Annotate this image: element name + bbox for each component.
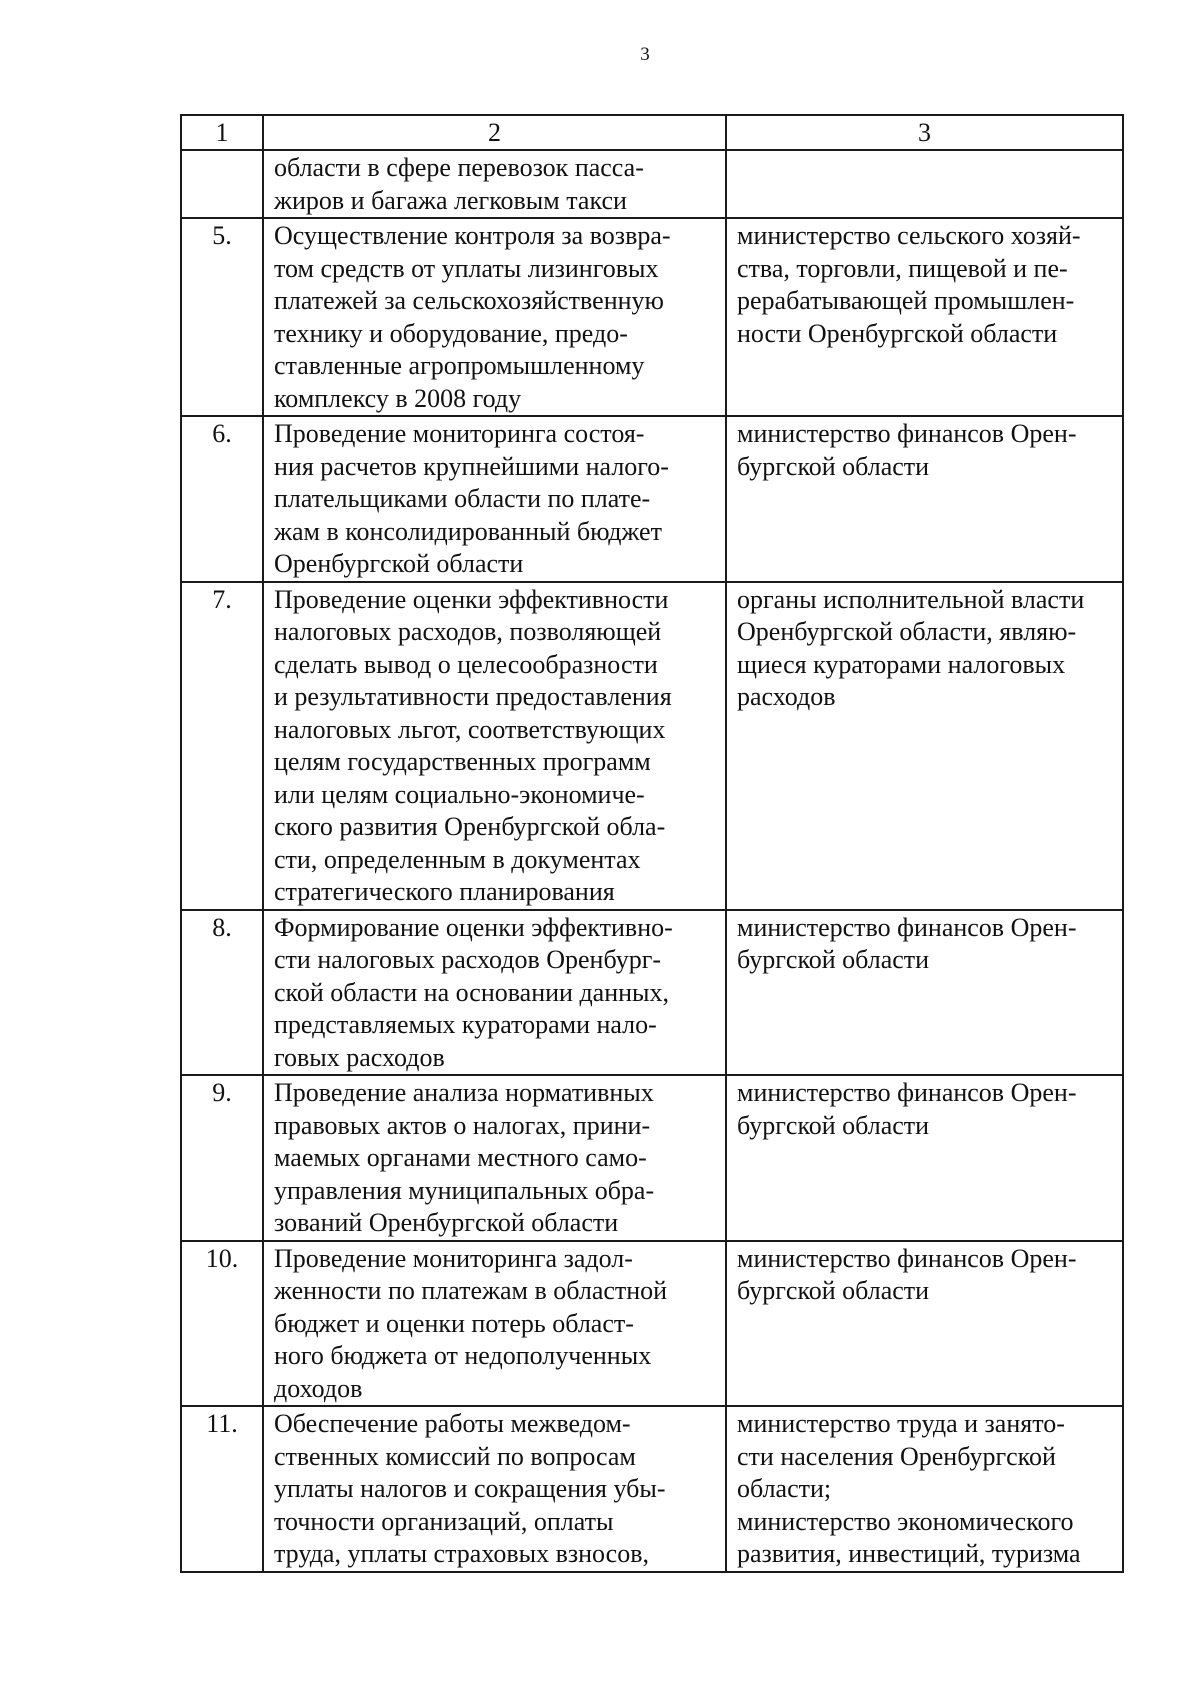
responsible-executor: министерство финансов Орен- бургской области xyxy=(726,1241,1123,1407)
measure-description: Проведение мониторинга задол- женности по платежам в областной бюджет и оценки потерь област- ного бюджета от недополученных доходов xyxy=(263,1241,726,1407)
row-number: 6. xyxy=(181,416,263,582)
responsible-executor: министерство финансов Орен- бургской области xyxy=(726,1075,1123,1241)
responsible-executor: органы исполнительной власти Оренбургской области, являю- щиеся кураторами налоговых расходов xyxy=(726,582,1123,910)
table-row xyxy=(181,1241,1123,1407)
row-number: 8. xyxy=(181,910,263,1076)
page-number: 3 xyxy=(640,44,650,65)
table-row xyxy=(181,416,1123,582)
row-number xyxy=(181,150,263,218)
table-row xyxy=(181,582,1123,910)
column-number-1: 1 xyxy=(181,115,263,150)
table-row xyxy=(181,218,1123,416)
table-header-row xyxy=(181,115,1123,150)
measure-description: Формирование оценки эффективно- сти налоговых расходов Оренбург- ской области на основании данных, представляемых кураторами нало- говых расходов xyxy=(263,910,726,1076)
measures-table xyxy=(180,114,1124,1573)
table-row xyxy=(181,910,1123,1076)
column-number-2: 2 xyxy=(263,115,726,150)
table-row xyxy=(181,1075,1123,1241)
responsible-executor: министерство финансов Орен- бургской области xyxy=(726,416,1123,582)
measure-description: Обеспечение работы межведом- ственных комиссий по вопросам уплаты налогов и сокращения убы- точности организаций, оплаты труда, уплаты страховых взносов, xyxy=(263,1406,726,1572)
row-number: 10. xyxy=(181,1241,263,1407)
responsible-executor: министерство финансов Орен- бургской области xyxy=(726,910,1123,1076)
measure-description: Проведение мониторинга состоя- ния расчетов крупнейшими налого- плательщиками области по плате- жам в консолидированный бюджет Оренбургской области xyxy=(263,416,726,582)
row-number: 11. xyxy=(181,1406,263,1572)
row-number: 5. xyxy=(181,218,263,416)
measure-description: Проведение оценки эффективности налоговых расходов, позволяющей сделать вывод о целесообразности и результативности предоставления налоговых льгот, соответствующих целям государственных программ или целям социально-экономиче- ского развития Оренбургской обла- сти, определенным в документах стратегического планирования xyxy=(263,582,726,910)
table-row xyxy=(181,150,1123,218)
responsible-executor xyxy=(726,150,1123,218)
measure-description: Проведение анализа нормативных правовых актов о налогах, прини- маемых органами местного само- управления муниципальных обра- зований Оренбургской области xyxy=(263,1075,726,1241)
row-number: 9. xyxy=(181,1075,263,1241)
measure-description: Осуществление контроля за возвра- том средств от уплаты лизинговых платежей за сельскохозяйственную технику и оборудование, предо- ставленные агропромышленному комплексу в 2008 году xyxy=(263,218,726,416)
responsible-executor: министерство труда и занято- сти населения Оренбургской области; министерство экономического развития, инвестиций, туризма xyxy=(726,1406,1123,1572)
column-number-3: 3 xyxy=(726,115,1123,150)
row-number: 7. xyxy=(181,582,263,910)
measure-description: области в сфере перевозок пасса- жиров и багажа легковым такси xyxy=(263,150,726,218)
table-row xyxy=(181,1406,1123,1572)
responsible-executor: министерство сельского хозяй- ства, торговли, пищевой и пе- рерабатывающей промышлен- ности Оренбургской области xyxy=(726,218,1123,416)
